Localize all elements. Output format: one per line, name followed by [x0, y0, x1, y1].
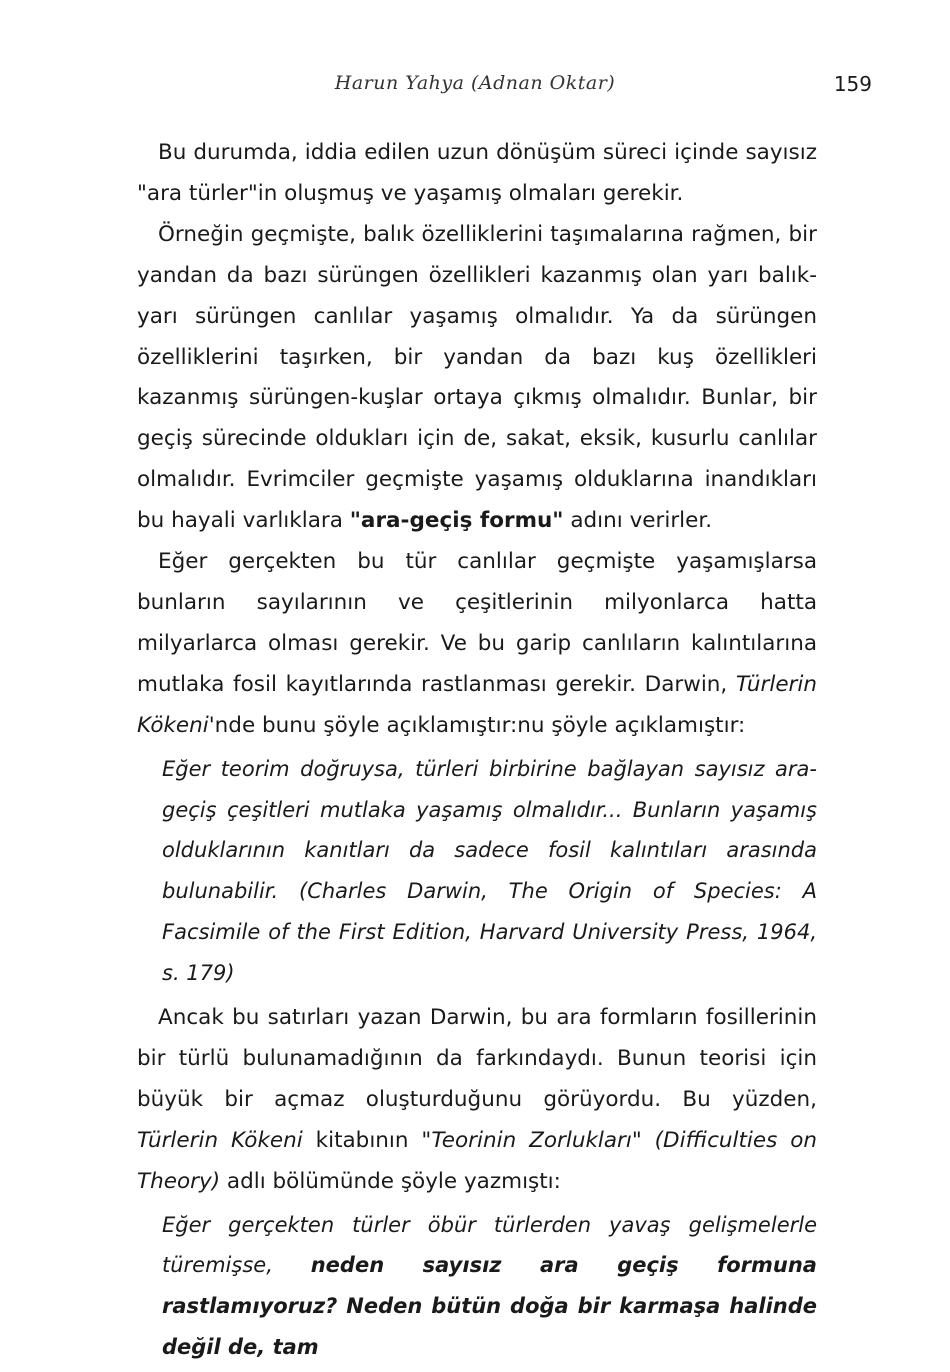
paragraph-2-text: Örneğin geçmişte, balık özelliklerini taşımalarına rağmen, bir yandan da bazı sürüngen özellikleri kazanmış olan yarı balık-yarı sürüngen canlılar yaşamış olmalıdır. Ya da sürüngen özelliklerini taşırken, bir yandan da bazı kuş özellikleri kazanmış sürüngen-kuşlar ortaya çıkmış olmalıdır. Bunlar, bir geçiş sürecinde oldukları için de, sakat, eksik, kusurlu canlılar olmalıdır. Evrimciler geçmişte yaşamış olduklarına inandıkları bu hayali varlıklara — [137, 221, 817, 534]
paragraph-4-text: Ancak bu satırları yazan Darwin, bu ara formların fosillerinin bir türlü bulunamadığının da farkındaydı. Bunun teorisi için büyük bir açmaz oluşturduğunu görüyordu. Bu yüzden, — [137, 1005, 817, 1112]
term-ara-gecis-formu: "ara-geçiş formu" — [349, 508, 564, 534]
page-header — [0, 72, 950, 106]
paragraph-4-mid: kitabının " — [302, 1127, 432, 1153]
paragraph-2-end: adını verirler. — [563, 508, 713, 534]
page-number: 159 — [833, 72, 872, 96]
paragraph-3-text: Eğer gerçekten bu tür canlılar geçmişte yaşamışlarsa bunların sayılarının ve çeşitlerinin milyonlarca hatta milyarlarca olması gerekir. Ve bu garip canlıların kalıntılarına mutlaka fosil kayıtlarında rastlanması gerekir. Darwin, — [137, 549, 817, 697]
paragraph-3 — [137, 542, 817, 747]
body-text — [137, 133, 817, 1372]
darwin-quote-2-text: Eğer gerçekten türler öbür türlerden yavaş gelişmelerle türemişse, — [162, 1212, 817, 1278]
chapter-title-english: (Difficulties on Theory) — [137, 1127, 817, 1194]
running-head: Harun Yahya (Adnan Oktar) — [334, 72, 616, 94]
paragraph-2 — [137, 215, 817, 542]
paragraph-3-end: 'nde bunu şöyle açıklamıştır:nu şöyle açıklamıştır: — [208, 712, 746, 738]
paragraph-4 — [137, 998, 817, 1203]
chapter-title-teorinin-zorluklari: Teorinin Zorlukları — [431, 1127, 632, 1153]
paragraph-1-text: Bu durumda, iddia edilen uzun dönüşüm süreci içinde sayısız "ara türler"in oluşmuş ve yaşamış olmaları gerekir. — [137, 140, 817, 206]
darwin-quote-2-emphasis: neden sayısız ara geçiş formuna rastlamıyoruz? Neden bütün doğa bir karmaşa halinde değil de, tam — [162, 1253, 817, 1360]
darwin-quote-2 — [162, 1205, 817, 1369]
paragraph-1 — [137, 133, 817, 215]
darwin-quote-1 — [162, 749, 817, 994]
book-title-turlerin-kokeni: Türlerin Kökeni — [137, 671, 817, 738]
book-title-turlerin-kokeni-2: Türlerin Kökeni — [137, 1127, 303, 1153]
paragraph-4-quote-close: " — [631, 1127, 655, 1153]
darwin-quote-1-text: Eğer teorim doğruysa, türleri birbirine bağlayan sayısız ara-geçiş çeşitleri mutlaka yaşamış olmalıdır... Bunların yaşamış olduklarının kanıtları da sadece fosil kalıntıları arasında bulunabilir. (Charles Darwin, The Origin of Species: A Facsimile of the First Edition, Harvard University Press, 1964, s. 179) — [162, 756, 817, 986]
paragraph-4-end: adlı bölümünde şöyle yazmıştı: — [220, 1168, 561, 1194]
